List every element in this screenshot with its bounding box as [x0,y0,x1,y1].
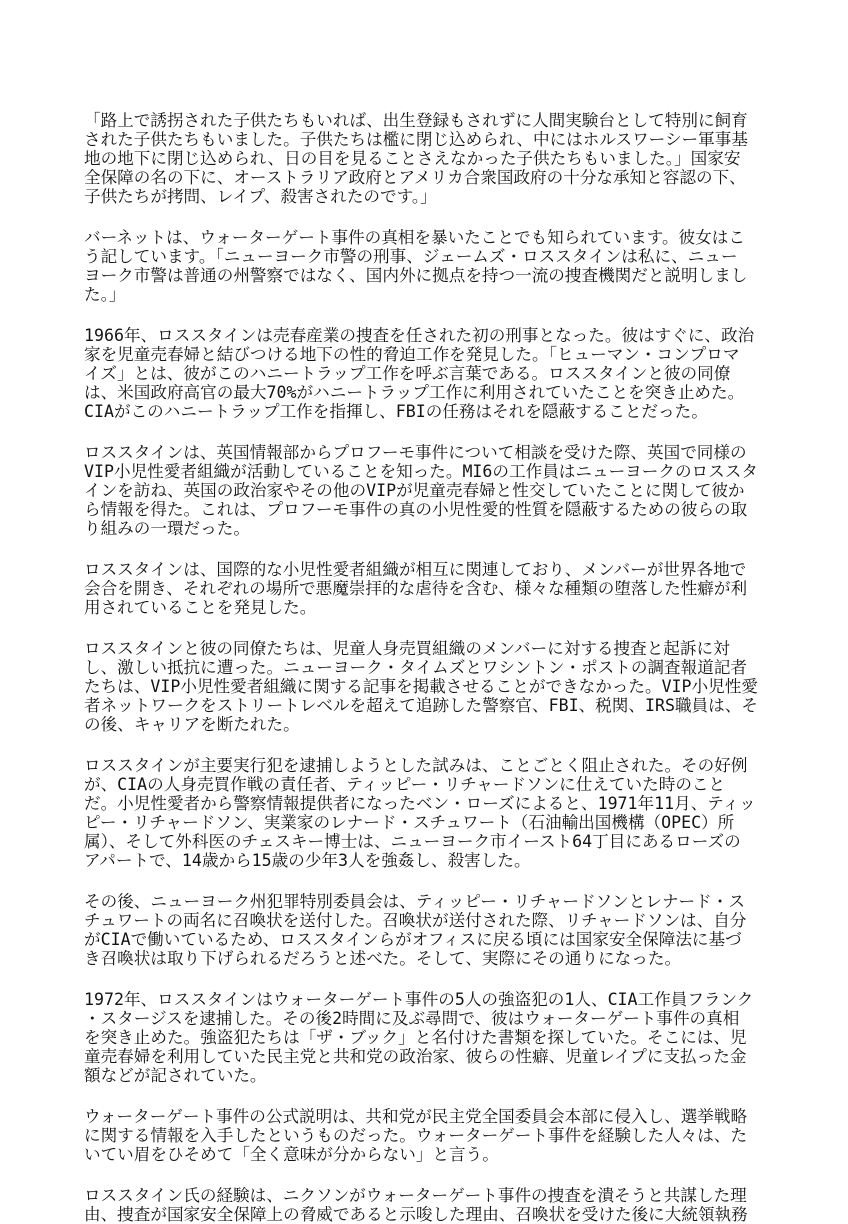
text-line: 属）、そして外科医のチェスキー博士は、ニューヨーク市イースト64丁目にあるローズの [84,832,741,851]
text-line: バーネットは、ウォーターゲート事件の真相を暴いたことでも知られています。彼女はこ [84,228,745,247]
text-line: ロススタインと彼の同僚たちは、児童人身売買組織のメンバーに対する捜査と起訴に対 [84,639,730,658]
text-line: ロススタインは、英国情報部からプロフーモ事件について相談を受けた際、英国で同様の [84,443,747,462]
paragraph [84,892,768,968]
text-line: がCIAで働いているため、ロススタインらがオフィスに戻る頃には国家安全保障法に基づ [84,930,742,949]
text-line: ロススタインは、国際的な小児性愛者組織が相互に関連しており、メンバーが世界各地で [84,560,747,579]
text-line: 「路上で誘拐された子供たちもいれば、出生登録もされずに人間実験台として特別に飼育 [84,111,748,130]
text-line: ピー・リチャードソン、実業家のレナード・スチュワート（石油輸出国機構（OPEC）所 [84,813,735,832]
paragraph [84,443,768,538]
text-line: た。」 [84,285,126,304]
text-line: CIAがこのハニートラップ工作を指揮し、FBIの任務はそれを隠蔽することだった。 [84,402,708,421]
paragraph [84,111,768,206]
paragraph [84,326,768,421]
text-line: された子供たちもいました。子供たちは檻に閉じ込められ、中にはホルスワーシー軍事基 [84,130,748,149]
text-line: 額などが記されていた。 [84,1066,267,1085]
text-line: 会合を開き、それぞれの場所で悪魔崇拝的な虐待を含む、様々な種類の堕落した性癖が利 [84,579,748,598]
text-line: の後、キャリアを断たれた。 [84,715,300,734]
text-line: う記しています。「ニューヨーク市警の刑事、ジェームズ・ロススタインは私に、ニュー [84,247,738,266]
text-line: ら情報を得た。これは、プロフーモ事件の真の小児性愛的性質を隠蔽するための彼らの取 [84,500,748,519]
text-line: ロススタイン氏の経験は、ニクソンがウォーターゲート事件の捜査を潰そうと共謀した理 [84,1186,747,1205]
text-line: チュワートの両名に召喚状を送付した。召喚状が送付された際、リチャードソンは、自分 [84,911,747,930]
text-line: し、激しい抵抗に遭った。ニューヨーク・タイムズとワシントン・ポストの調査報道記者 [84,658,748,677]
text-line: いてい眉をひそめて「全く意味が分からない」と言う。 [84,1145,499,1164]
text-line: 由、捜査が国家安全保障上の脅威であると示唆した理由、召喚状を受けた後に大統領執務 [84,1205,748,1224]
text-line: に関する情報を入手したというものだった。ウォーターゲート事件を経験した人々は、た [84,1126,748,1145]
text-line: インを訪ね、英国の政治家やその他のVIPが児童売春婦と性交していたことに関して彼か [84,481,745,500]
text-line: 1972年、ロススタインはウォーターゲート事件の5人の強盗犯の1人、CIA工作員フランク [84,990,754,1009]
text-line: を突き止めた。強盗犯たちは「ザ・ブック」と名付けた書類を探していた。そこには、児 [84,1028,747,1047]
text-line: 子供たちが拷問、レイプ、殺害されたのです。」 [84,187,437,206]
text-line: 用されていることを発見した。 [84,598,317,617]
text-line: だ。小児性愛者から警察情報提供者になったベン・ローズによると、1971年11月、ティッ [84,794,756,813]
text-line: は、米国政府高官の最大70%がハニートラップ工作に利用されていたことを突き止めた。 [84,383,745,402]
text-line: が、CIAの人身売買作戦の責任者、ティッピー・リチャードソンに仕えていた時のこと [84,775,726,794]
text-line: 童売春婦を利用していた民主党と共和党の政治家、彼らの性癖、児童レイプに支払った金 [84,1047,747,1066]
text-line: ロススタインが主要実行犯を逮捕しようとした試みは、ことごとく阻止された。その好例 [84,756,748,775]
text-line: アパートで、14歳から15歳の少年3人を強姦し、殺害した。 [84,851,531,870]
paragraph [84,990,768,1085]
text-line: き召喚状は取り下げられるだろうと述べた。そして、実際にその通りになった。 [84,949,682,968]
text-line: 家を児童売春婦と結びつける地下の性的脅迫工作を発見した。「ヒューマン・コンプロマ [84,345,740,364]
text-line: ・スタージスを逮捕した。その後2時間に及ぶ尋問で、彼はウォーターゲート事件の真相 [84,1009,740,1028]
text-line: 者ネットワークをストリートレベルを超えて追跡した警察官、FBI、税関、IRS職員は、そ [84,696,758,715]
text-line: たちは、VIP小児性愛者組織に関する記事を掲載させることができなかった。VIP小児性愛 [84,677,758,696]
text-line: 全保障の名の下に、オーストラリア政府とアメリカ合衆国政府の十分な承知と容認の下、 [84,168,746,187]
text-line: ヨーク市警は普通の州警察ではなく、国内外に拠点を持つ一流の捜査機関だと説明しまし [84,266,748,285]
text-line: り組みの一環だった。 [84,519,250,538]
body-text [84,111,768,1224]
paragraph [84,1107,768,1164]
text-line: イズ」とは、彼がこのハニートラップ工作を呼ぶ言葉である。ロススタインと彼の同僚 [84,364,731,383]
paragraph [84,560,768,617]
text-line: ウォーターゲート事件の公式説明は、共和党が民主党全国委員会本部に侵入し、選挙戦略 [84,1107,748,1126]
paragraph [84,1186,768,1224]
text-line: その後、ニューヨーク州犯罪特別委員会は、ティッピー・リチャードソンとレナード・ス [84,892,745,911]
paragraph [84,228,768,304]
text-line: 1966年、ロススタインは売春産業の捜査を任された初の刑事となった。彼はすぐに、政治 [84,326,755,345]
text-line: 地の地下に閉じ込められ、日の目を見ることさえなかった子供たちもいました。」国家安 [84,149,741,168]
paragraph [84,639,768,734]
text-line: VIP小児性愛者組織が活動していることを知った。MI6の工作員はニューヨークのロススタ [84,462,758,481]
paragraph [84,756,768,870]
